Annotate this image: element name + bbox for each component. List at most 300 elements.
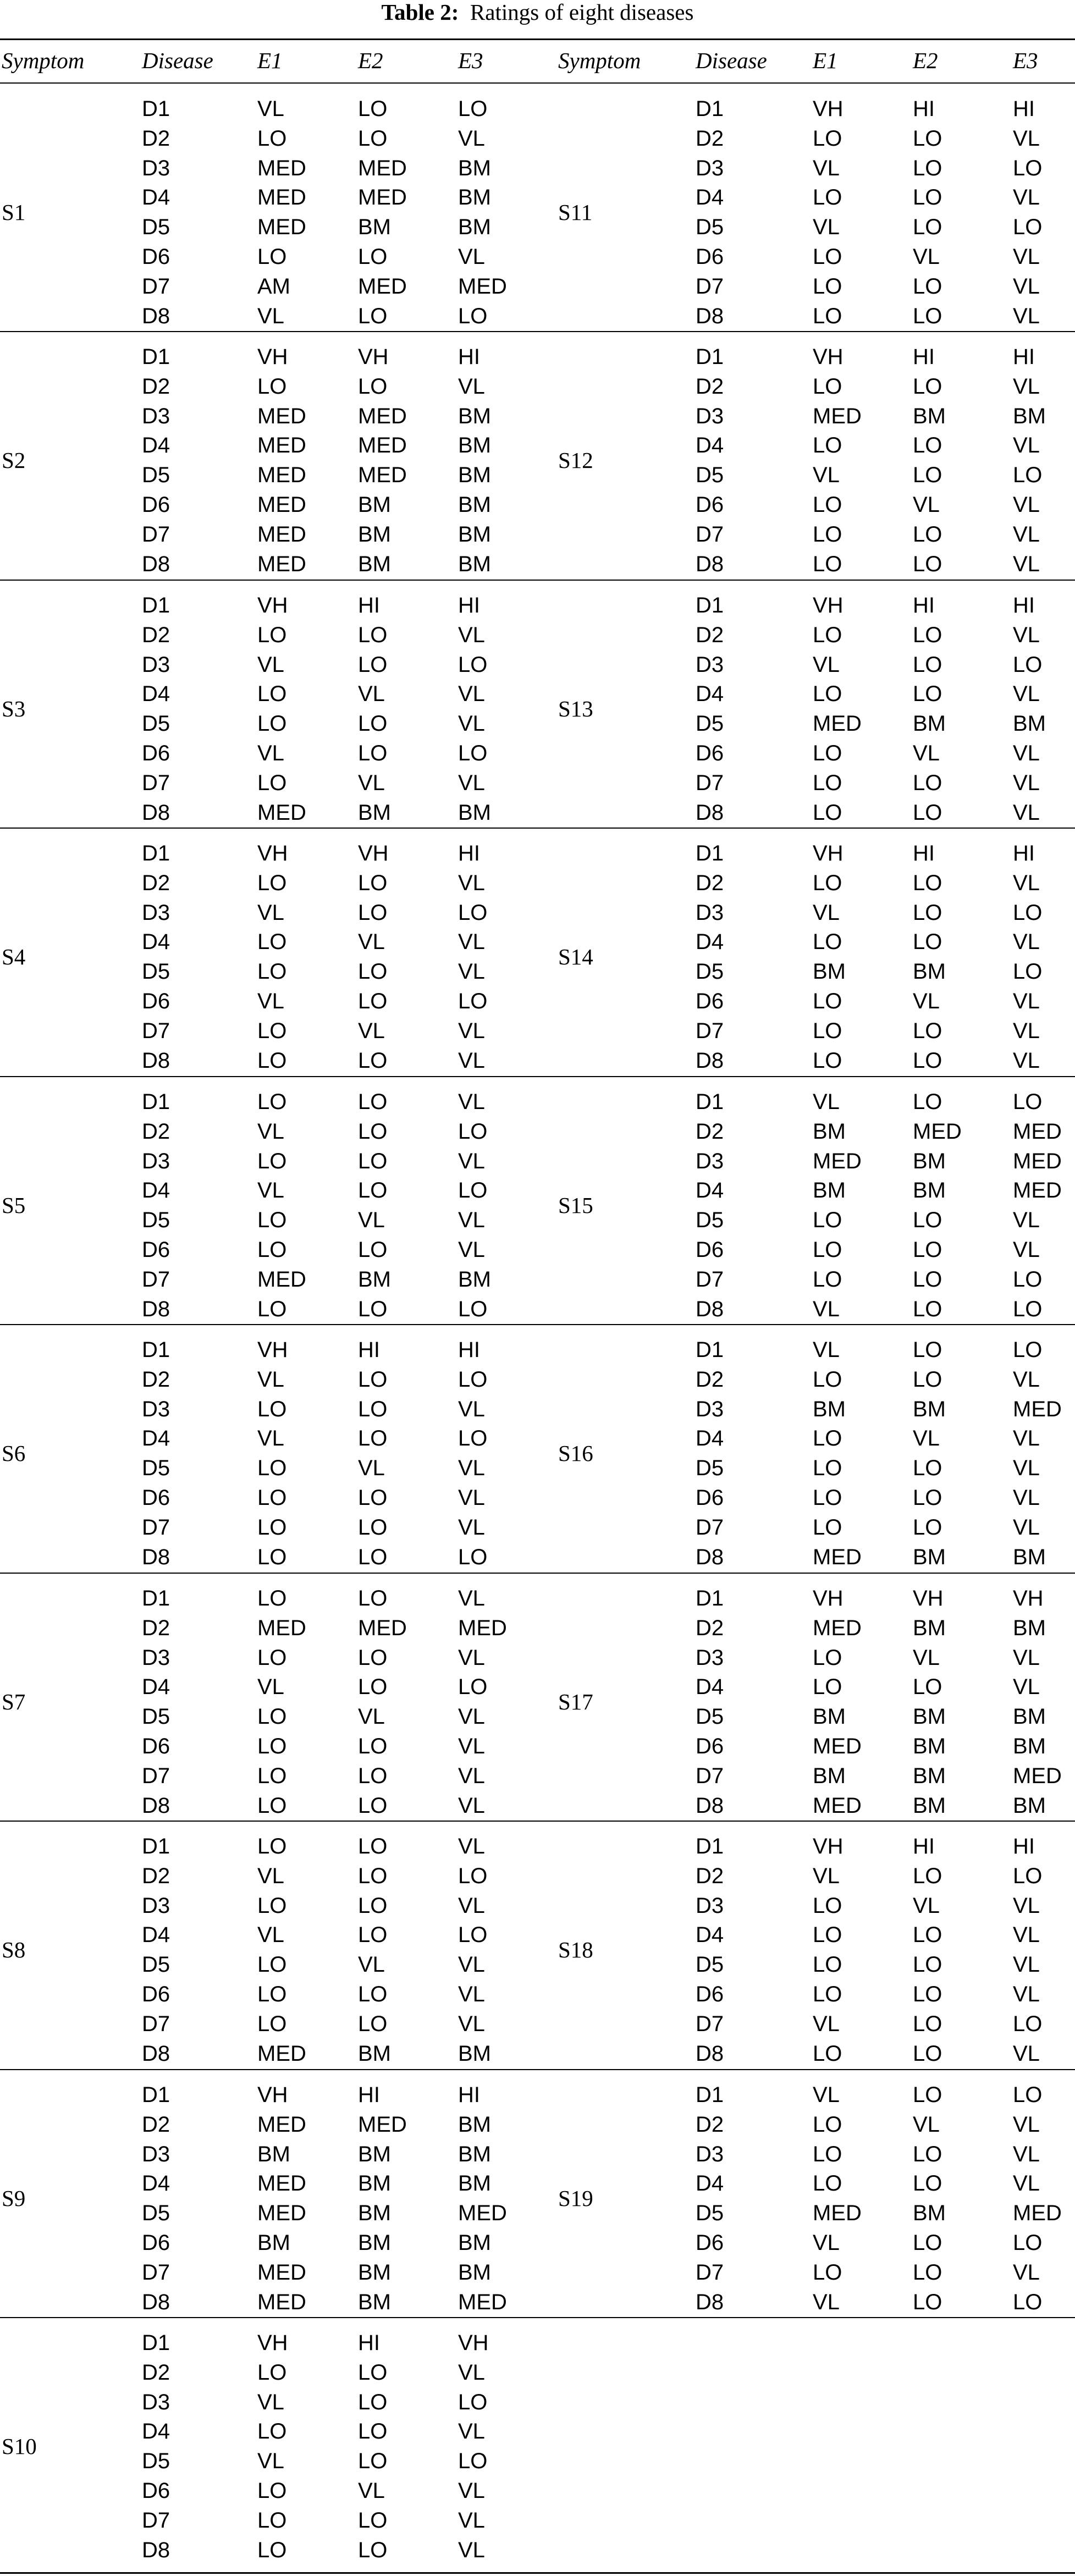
- disease-cell: D6: [696, 989, 724, 1013]
- symptom-label: S6: [2, 1441, 26, 1466]
- rating-e2-cell: LO: [358, 1238, 388, 1262]
- disease-cell: D4: [696, 930, 724, 955]
- rating-e1-cell: VL: [257, 97, 284, 121]
- rating-e1-cell: LO: [813, 1048, 842, 1073]
- disease-cell: D2: [696, 374, 724, 399]
- rating-e3-cell: VL: [458, 622, 485, 647]
- disease-cell: D3: [696, 1149, 724, 1173]
- rating-e2-cell: VL: [913, 2112, 940, 2137]
- rating-e2-cell: VL: [913, 245, 940, 269]
- rating-e2-cell: MED: [358, 185, 407, 210]
- disease-cell: D2: [142, 2360, 170, 2385]
- disease-cell: D6: [142, 245, 170, 269]
- rating-e1-cell: LO: [813, 493, 842, 517]
- rating-e1-cell: LO: [257, 1297, 287, 1321]
- block-separator: [0, 2317, 1075, 2318]
- rating-e2-cell: LO: [358, 1675, 388, 1700]
- disease-cell: D8: [696, 2290, 724, 2314]
- disease-cell: D4: [142, 1675, 170, 1700]
- rating-e2-cell: BM: [358, 551, 391, 576]
- rating-e3-cell: MED: [1013, 2201, 1062, 2226]
- rating-e3-cell: LO: [1013, 1090, 1043, 1114]
- rating-e1-cell: MED: [813, 1545, 862, 1569]
- disease-cell: D8: [142, 1545, 170, 1569]
- symptom-label: S3: [2, 696, 26, 722]
- rating-e3-cell: BM: [458, 433, 491, 458]
- rating-e2-cell: LO: [358, 1178, 388, 1203]
- disease-cell: D4: [142, 930, 170, 955]
- rating-e3-cell: VL: [1013, 1952, 1040, 1977]
- disease-cell: D6: [142, 989, 170, 1013]
- rating-e1-cell: VL: [813, 2083, 840, 2107]
- disease-cell: D2: [142, 1615, 170, 1640]
- rating-e3-cell: LO: [1013, 2011, 1043, 2036]
- rating-e1-cell: LO: [813, 374, 842, 399]
- rating-e3-cell: VL: [1013, 870, 1040, 895]
- rating-e1-cell: LO: [257, 2508, 287, 2533]
- rating-e2-cell: LO: [358, 900, 388, 925]
- disease-cell: D7: [696, 2011, 724, 2036]
- rating-e1-cell: BM: [813, 1705, 846, 1729]
- rating-e2-cell: LO: [913, 800, 942, 825]
- disease-cell: D5: [142, 959, 170, 984]
- rating-e3-cell: VL: [1013, 1238, 1040, 1262]
- disease-cell: D5: [696, 1208, 724, 1233]
- disease-cell: D4: [142, 433, 170, 458]
- disease-cell: D6: [142, 2479, 170, 2503]
- rating-e1-cell: LO: [257, 1734, 287, 1758]
- rating-e3-cell: LO: [1013, 1267, 1043, 1292]
- rating-e1-cell: LO: [813, 1515, 842, 1540]
- rating-e3-cell: VL: [458, 1048, 485, 1073]
- rating-e1-cell: VL: [257, 1675, 284, 1700]
- rating-e2-cell: LO: [358, 622, 388, 647]
- disease-cell: D6: [142, 2231, 170, 2255]
- rating-e1-cell: MED: [257, 404, 306, 428]
- rating-e2-cell: VL: [358, 770, 385, 795]
- rating-e3-cell: VL: [458, 930, 485, 955]
- rating-e2-cell: MED: [358, 2112, 407, 2137]
- disease-cell: D4: [696, 1426, 724, 1451]
- rating-e2-cell: LO: [913, 682, 942, 707]
- disease-cell: D7: [696, 1267, 724, 1292]
- rating-e3-cell: VL: [1013, 1893, 1040, 1918]
- rating-e2-cell: MED: [358, 404, 407, 428]
- disease-cell: D8: [142, 800, 170, 825]
- rating-e3-cell: VL: [458, 1456, 485, 1481]
- disease-cell: D3: [142, 2142, 170, 2166]
- rating-e3-cell: BM: [1013, 1793, 1046, 1818]
- rating-e2-cell: LO: [358, 1515, 388, 1540]
- rating-e3-cell: BM: [458, 215, 491, 240]
- rating-e2-cell: LO: [358, 959, 388, 984]
- rating-e1-cell: MED: [257, 2171, 306, 2196]
- rating-e3-cell: BM: [1013, 711, 1046, 736]
- rating-e1-cell: LO: [257, 1486, 287, 1510]
- rating-e2-cell: BM: [358, 2142, 391, 2166]
- disease-cell: D4: [142, 1426, 170, 1451]
- disease-cell: D7: [142, 2260, 170, 2285]
- rating-e3-cell: LO: [458, 1675, 488, 1700]
- rating-e2-cell: LO: [913, 2083, 942, 2107]
- symptom-label: S4: [2, 944, 26, 970]
- disease-cell: D8: [696, 1048, 724, 1073]
- rating-e3-cell: BM: [458, 493, 491, 517]
- block-separator: [0, 1821, 1075, 1822]
- disease-cell: D4: [696, 1675, 724, 1700]
- rating-e3-cell: VL: [458, 1952, 485, 1977]
- rating-e3-cell: LO: [458, 989, 488, 1013]
- rating-e2-cell: LO: [358, 1982, 388, 2006]
- rating-e3-cell: BM: [1013, 404, 1046, 428]
- rating-e1-cell: LO: [257, 1048, 287, 1073]
- rating-e1-cell: LO: [813, 551, 842, 576]
- rating-e1-cell: VL: [813, 900, 840, 925]
- rating-e1-cell: VH: [813, 593, 844, 617]
- disease-cell: D1: [142, 1090, 170, 1114]
- rating-e2-cell: VL: [358, 1705, 385, 1729]
- rating-e3-cell: LO: [458, 900, 488, 925]
- rating-e2-cell: LO: [913, 522, 942, 547]
- rating-e3-cell: VL: [458, 1645, 485, 1670]
- rating-e2-cell: VL: [358, 682, 385, 707]
- disease-cell: D6: [142, 1238, 170, 1262]
- rating-e1-cell: MED: [257, 463, 306, 488]
- rating-e3-cell: BM: [458, 2112, 491, 2137]
- rating-e3-cell: VL: [458, 374, 485, 399]
- rating-e1-cell: VL: [813, 2011, 840, 2036]
- rating-e1-cell: VH: [813, 345, 844, 369]
- rating-e3-cell: VL: [1013, 930, 1040, 955]
- disease-cell: D4: [696, 1923, 724, 1948]
- disease-cell: D2: [142, 1119, 170, 1144]
- rating-e2-cell: LO: [358, 1763, 388, 1788]
- disease-cell: D8: [696, 304, 724, 328]
- rating-e2-cell: MED: [358, 463, 407, 488]
- rating-e1-cell: VH: [257, 1338, 288, 1362]
- rating-e3-cell: VL: [1013, 126, 1040, 151]
- rating-e2-cell: LO: [913, 1515, 942, 1540]
- rating-e2-cell: LO: [913, 1367, 942, 1392]
- disease-cell: D7: [142, 770, 170, 795]
- rating-e2-cell: LO: [358, 741, 388, 765]
- rating-e2-cell: LO: [358, 2538, 388, 2562]
- rating-e3-cell: LO: [1013, 2290, 1043, 2314]
- rating-e3-cell: HI: [458, 593, 480, 617]
- disease-cell: D3: [142, 156, 170, 180]
- rating-e1-cell: VH: [257, 2083, 288, 2107]
- rating-e1-cell: LO: [257, 2419, 287, 2444]
- rating-e2-cell: VL: [913, 1426, 940, 1451]
- rating-e2-cell: BM: [913, 1397, 946, 1421]
- rating-e1-cell: LO: [257, 682, 287, 707]
- rating-e2-cell: LO: [913, 1297, 942, 1321]
- disease-cell: D6: [696, 2231, 724, 2255]
- rating-e1-cell: LO: [813, 1645, 842, 1670]
- rating-e3-cell: HI: [458, 345, 480, 369]
- rating-e2-cell: LO: [913, 1338, 942, 1362]
- rating-e1-cell: VL: [257, 900, 284, 925]
- rating-e3-cell: BM: [1013, 1615, 1046, 1640]
- rating-e2-cell: VL: [358, 1018, 385, 1043]
- rating-e2-cell: LO: [913, 652, 942, 677]
- rating-e3-cell: MED: [458, 1615, 507, 1640]
- rating-e1-cell: LO: [257, 2538, 287, 2562]
- rating-e1-cell: LO: [813, 1367, 842, 1392]
- rating-e3-cell: LO: [1013, 2231, 1043, 2255]
- rating-e2-cell: BM: [913, 2201, 946, 2226]
- rating-e2-cell: VL: [913, 493, 940, 517]
- rating-e2-cell: LO: [358, 1149, 388, 1173]
- rating-e2-cell: BM: [913, 404, 946, 428]
- disease-cell: D1: [142, 345, 170, 369]
- rating-e1-cell: MED: [257, 493, 306, 517]
- disease-cell: D5: [142, 1705, 170, 1729]
- rating-e3-cell: BM: [458, 463, 491, 488]
- rating-e1-cell: VH: [257, 593, 288, 617]
- rating-e2-cell: BM: [913, 1734, 946, 1758]
- rating-e3-cell: VL: [458, 1734, 485, 1758]
- rating-e3-cell: LO: [458, 2390, 488, 2414]
- rating-e3-cell: LO: [458, 1426, 488, 1451]
- disease-cell: D6: [696, 245, 724, 269]
- rating-e1-cell: LO: [813, 126, 842, 151]
- rating-e1-cell: MED: [257, 2041, 306, 2066]
- rating-e1-cell: LO: [257, 1018, 287, 1043]
- rating-e2-cell: HI: [358, 2083, 380, 2107]
- rating-e3-cell: VL: [1013, 1048, 1040, 1073]
- rating-e2-cell: LO: [913, 770, 942, 795]
- rating-e1-cell: LO: [257, 1705, 287, 1729]
- disease-cell: D3: [142, 404, 170, 428]
- rating-e1-cell: MED: [257, 522, 306, 547]
- rating-e2-cell: LO: [358, 652, 388, 677]
- rating-e3-cell: VL: [458, 126, 485, 151]
- rating-e3-cell: VL: [458, 1397, 485, 1421]
- rating-e1-cell: LO: [813, 682, 842, 707]
- rating-e3-cell: VL: [458, 711, 485, 736]
- rating-e2-cell: LO: [913, 1923, 942, 1948]
- rating-e3-cell: VL: [1013, 1923, 1040, 1948]
- disease-cell: D3: [142, 900, 170, 925]
- rating-e3-cell: VL: [1013, 741, 1040, 765]
- rating-e2-cell: BM: [358, 800, 391, 825]
- rating-e3-cell: LO: [458, 1178, 488, 1203]
- disease-cell: D5: [696, 1952, 724, 1977]
- disease-cell: D2: [696, 622, 724, 647]
- disease-cell: D7: [142, 1515, 170, 1540]
- symptom-label: S14: [558, 944, 593, 970]
- rating-e1-cell: VL: [257, 1119, 284, 1144]
- rating-e2-cell: LO: [358, 374, 388, 399]
- rating-e2-cell: LO: [913, 2171, 942, 2196]
- rating-e1-cell: VH: [257, 2331, 288, 2355]
- disease-cell: D4: [696, 2171, 724, 2196]
- rating-e2-cell: BM: [913, 1545, 946, 1569]
- disease-cell: D1: [696, 593, 724, 617]
- rating-e1-cell: LO: [813, 2142, 842, 2166]
- rating-e1-cell: LO: [257, 374, 287, 399]
- rating-e3-cell: VL: [1013, 1456, 1040, 1481]
- rating-e3-cell: BM: [458, 2231, 491, 2255]
- rating-e2-cell: LO: [913, 1486, 942, 1510]
- disease-cell: D2: [696, 2112, 724, 2137]
- rating-e1-cell: LO: [257, 1208, 287, 1233]
- rating-e1-cell: MED: [813, 2201, 862, 2226]
- rating-e2-cell: LO: [913, 870, 942, 895]
- rating-e2-cell: LO: [358, 870, 388, 895]
- rating-e2-cell: HI: [913, 841, 935, 865]
- rating-e2-cell: BM: [358, 2041, 391, 2066]
- rating-e2-cell: LO: [358, 2011, 388, 2036]
- disease-cell: D2: [142, 870, 170, 895]
- disease-cell: D8: [696, 1297, 724, 1321]
- disease-cell: D4: [142, 2419, 170, 2444]
- rating-e2-cell: LO: [913, 304, 942, 328]
- rating-e3-cell: VL: [1013, 522, 1040, 547]
- rating-e2-cell: BM: [913, 1178, 946, 1203]
- rating-e3-cell: BM: [458, 2171, 491, 2196]
- rating-e3-cell: VL: [458, 870, 485, 895]
- rating-e3-cell: VL: [1013, 989, 1040, 1013]
- disease-cell: D5: [142, 215, 170, 240]
- rating-e2-cell: LO: [358, 1119, 388, 1144]
- disease-cell: D8: [142, 1297, 170, 1321]
- rating-e2-cell: LO: [358, 1893, 388, 1918]
- rating-e3-cell: VL: [1013, 800, 1040, 825]
- rating-e3-cell: HI: [1013, 97, 1035, 121]
- rating-e1-cell: MED: [257, 551, 306, 576]
- rating-e3-cell: LO: [1013, 156, 1043, 180]
- rating-e3-cell: VL: [458, 1515, 485, 1540]
- disease-cell: D5: [696, 215, 724, 240]
- column-header-e1-right: E1: [813, 48, 838, 73]
- rating-e1-cell: LO: [257, 245, 287, 269]
- disease-cell: D5: [142, 2201, 170, 2226]
- rating-e1-cell: LO: [813, 770, 842, 795]
- rating-e1-cell: MED: [813, 404, 862, 428]
- rating-e1-cell: MED: [257, 185, 306, 210]
- rating-e3-cell: HI: [1013, 345, 1035, 369]
- rating-e1-cell: MED: [257, 433, 306, 458]
- rating-e1-cell: VH: [813, 97, 844, 121]
- rating-e2-cell: LO: [358, 1545, 388, 1569]
- rating-e3-cell: VL: [1013, 551, 1040, 576]
- disease-cell: D7: [696, 1763, 724, 1788]
- rating-e2-cell: LO: [913, 622, 942, 647]
- rating-e3-cell: BM: [458, 156, 491, 180]
- disease-cell: D3: [696, 156, 724, 180]
- rating-e2-cell: MED: [358, 1615, 407, 1640]
- rating-e1-cell: MED: [257, 1267, 306, 1292]
- rating-e2-cell: LO: [913, 2142, 942, 2166]
- rating-e1-cell: VL: [257, 741, 284, 765]
- rating-e2-cell: LO: [913, 1238, 942, 1262]
- disease-cell: D7: [696, 1018, 724, 1043]
- rating-e3-cell: VL: [1013, 1426, 1040, 1451]
- disease-cell: D8: [142, 2041, 170, 2066]
- rating-e3-cell: VL: [458, 1149, 485, 1173]
- disease-cell: D3: [696, 2142, 724, 2166]
- disease-cell: D5: [696, 1705, 724, 1729]
- rating-e1-cell: LO: [257, 1515, 287, 1540]
- rating-e3-cell: LO: [458, 1367, 488, 1392]
- disease-cell: D4: [142, 1178, 170, 1203]
- symptom-label: S10: [2, 2434, 37, 2459]
- rating-e2-cell: VL: [913, 989, 940, 1013]
- rating-e2-cell: LO: [913, 2290, 942, 2314]
- rating-e1-cell: VL: [813, 463, 840, 488]
- rating-e1-cell: VL: [257, 2449, 284, 2474]
- disease-cell: D1: [142, 1834, 170, 1858]
- disease-cell: D1: [696, 1338, 724, 1362]
- disease-cell: D4: [696, 185, 724, 210]
- rating-e3-cell: VH: [1013, 1586, 1044, 1610]
- rating-e1-cell: LO: [813, 1018, 842, 1043]
- disease-cell: D6: [696, 493, 724, 517]
- disease-cell: D3: [142, 1645, 170, 1670]
- rating-e3-cell: BM: [458, 2260, 491, 2285]
- rating-e2-cell: BM: [358, 493, 391, 517]
- column-header-e2-left: E2: [358, 48, 383, 73]
- column-header-symptom-left: Symptom: [2, 48, 85, 73]
- rating-e1-cell: VL: [257, 1367, 284, 1392]
- disease-cell: D7: [142, 274, 170, 299]
- rating-e3-cell: VL: [458, 2538, 485, 2562]
- bottom-rule: [0, 2572, 1075, 2574]
- rating-e2-cell: LO: [358, 304, 388, 328]
- rating-e3-cell: LO: [1013, 1338, 1043, 1362]
- disease-cell: D3: [696, 1645, 724, 1670]
- rating-e1-cell: LO: [257, 1793, 287, 1818]
- rating-e2-cell: LO: [913, 2231, 942, 2255]
- rating-e1-cell: MED: [813, 1615, 862, 1640]
- symptom-label: S18: [558, 1937, 593, 1963]
- disease-cell: D4: [142, 2171, 170, 2196]
- rating-e2-cell: LO: [358, 1923, 388, 1948]
- rating-e2-cell: BM: [358, 2231, 391, 2255]
- disease-cell: D6: [142, 1982, 170, 2006]
- rating-e1-cell: VL: [813, 1090, 840, 1114]
- disease-cell: D1: [142, 593, 170, 617]
- rating-e3-cell: HI: [458, 1338, 480, 1362]
- rating-e3-cell: HI: [458, 2083, 480, 2107]
- rating-e1-cell: MED: [257, 2260, 306, 2285]
- rating-e3-cell: VL: [458, 1982, 485, 2006]
- disease-cell: D6: [142, 1486, 170, 1510]
- rating-e1-cell: LO: [813, 1893, 842, 1918]
- rating-e3-cell: LO: [1013, 652, 1043, 677]
- rating-e3-cell: VL: [1013, 1367, 1040, 1392]
- rating-e3-cell: VL: [458, 1090, 485, 1114]
- rating-e2-cell: LO: [913, 900, 942, 925]
- disease-cell: D6: [696, 1486, 724, 1510]
- rating-e1-cell: LO: [813, 1982, 842, 2006]
- disease-cell: D7: [142, 1763, 170, 1788]
- disease-cell: D1: [142, 97, 170, 121]
- rating-e3-cell: VL: [1013, 2041, 1040, 2066]
- block-separator: [0, 1573, 1075, 1574]
- rating-e3-cell: VL: [458, 1486, 485, 1510]
- rating-e2-cell: VL: [358, 1208, 385, 1233]
- disease-cell: D3: [696, 1397, 724, 1421]
- rating-e2-cell: LO: [358, 2449, 388, 2474]
- rating-e1-cell: LO: [257, 711, 287, 736]
- disease-cell: D4: [142, 682, 170, 707]
- rating-e3-cell: BM: [458, 2142, 491, 2166]
- rating-e1-cell: LO: [257, 1645, 287, 1670]
- rating-e2-cell: LO: [913, 1018, 942, 1043]
